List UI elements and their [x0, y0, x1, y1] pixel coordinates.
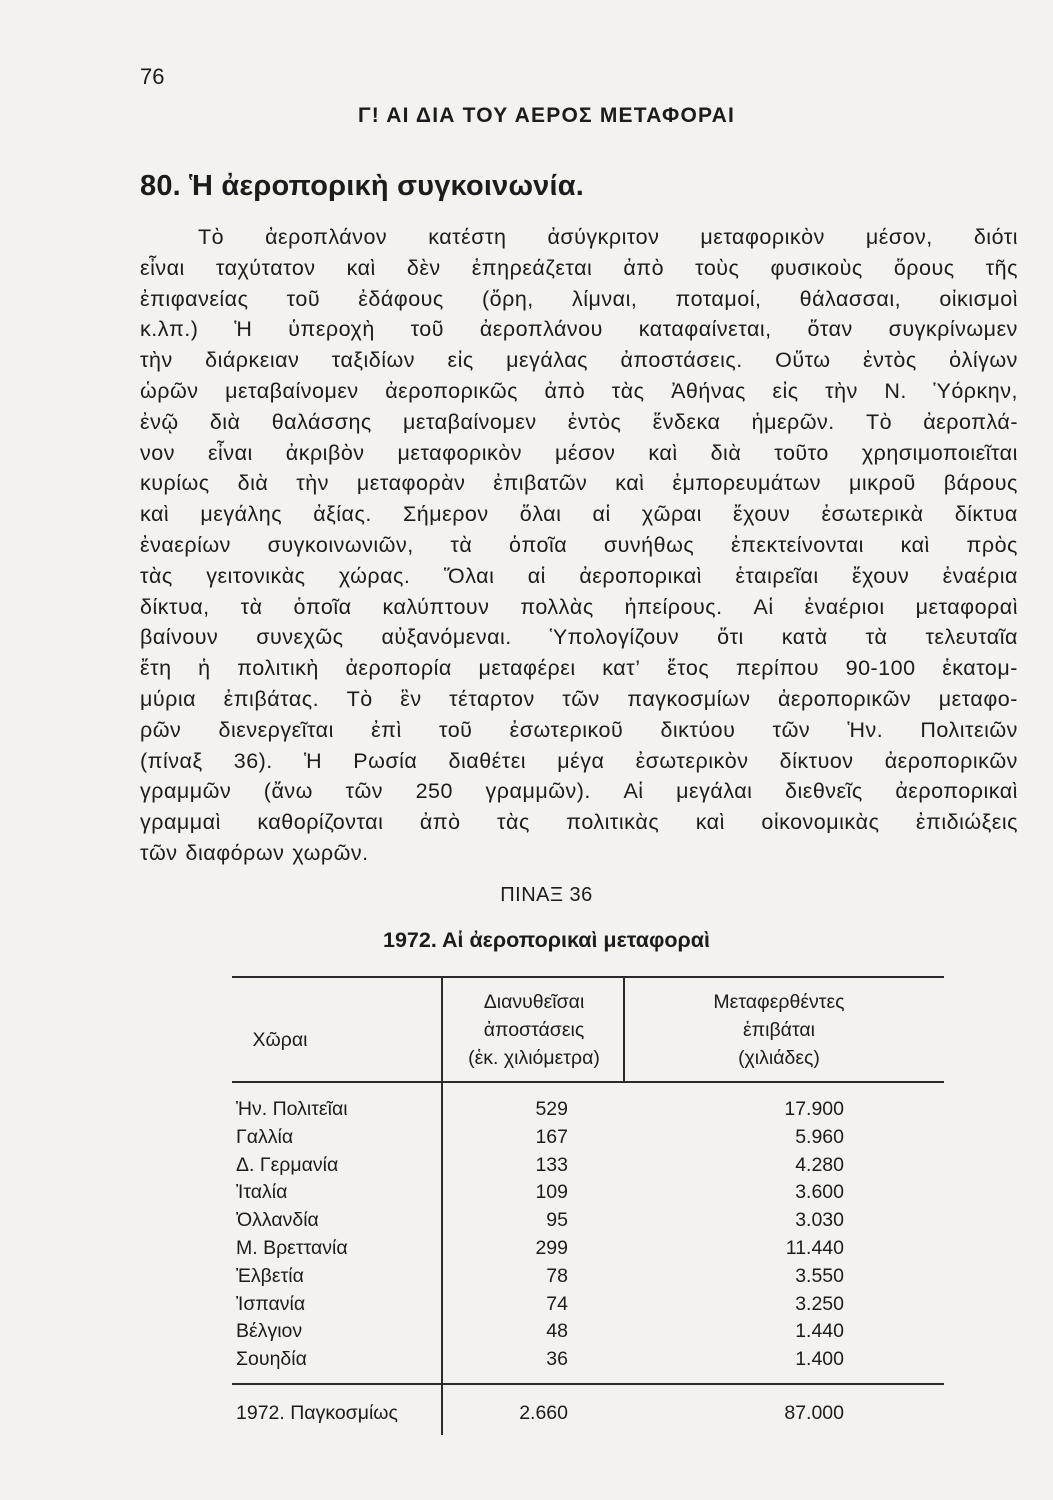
body-word: Ὑπολογίζουν [549, 625, 680, 650]
body-word: ὁποῖα [509, 532, 568, 557]
body-line [140, 407, 1018, 438]
body-word: διὰ [237, 471, 269, 496]
body-word: γραμμῶν [140, 779, 232, 804]
body-word: (ὄρη, [482, 286, 534, 311]
body-word: ἀεροπορικῶς [385, 378, 518, 403]
body-word: Ὑόρκην, [933, 378, 1018, 403]
body-line [140, 838, 1018, 869]
body-word: τὰ [865, 625, 888, 650]
body-word: ὅρους [893, 255, 955, 280]
body-word: Πολιτειῶν [920, 717, 1018, 742]
body-word: ἐπεκτείνονται [730, 532, 864, 557]
body-word: ἐναερίων [140, 532, 231, 557]
body-word: Αἱ [623, 779, 644, 804]
body-word: καὶ [346, 255, 376, 280]
body-word: τῆς [985, 255, 1018, 280]
body-word: χώρας. [338, 563, 411, 588]
body-word: πολλὰς [520, 594, 594, 619]
table-row-distance: 36 [546, 1348, 568, 1371]
body-word: κατὰ [781, 625, 828, 650]
body-word: διενεργεῖται [218, 717, 334, 742]
body-word: Αἱ [753, 594, 774, 619]
body-word: χῶραι [641, 502, 702, 527]
body-word: Ρωσία [353, 748, 418, 773]
table-row-distance: 95 [546, 1209, 568, 1232]
body-word: τέταρτον [449, 686, 535, 711]
body-line [140, 530, 1018, 561]
table-row-passengers: 1.400 [795, 1348, 844, 1371]
table-row-passengers: 3.030 [795, 1209, 844, 1232]
header-passengers [674, 988, 884, 1072]
body-word: Ἡν. [847, 717, 884, 742]
table-row-distance: 529 [535, 1098, 568, 1120]
body-word: κατέστη [428, 225, 507, 249]
table-row-passengers: 3.550 [795, 1264, 844, 1287]
body-word: θαλάσσης [271, 409, 372, 434]
body-word: φυσικοὺς [770, 255, 863, 280]
body-word: ἔτη [140, 656, 172, 681]
body-word: ἀπὸ [623, 255, 665, 280]
body-word: ὁποῖα [293, 594, 352, 619]
body-word: μεταφέρει [478, 656, 576, 681]
body-word: τοῦτο [774, 440, 829, 465]
body-word: διάρκειαν [205, 348, 300, 373]
body-word: Οὕτω [775, 348, 831, 373]
body-word: ὑπεροχὴ [288, 317, 375, 342]
body-word: διαφόρων [185, 840, 285, 865]
table-row-country: Δ. Γερμανία [236, 1153, 339, 1176]
body-word: ἀσύγκριτον [547, 225, 660, 249]
table-row-country: Ἡν. Πολιτεῖαι [236, 1098, 348, 1120]
body-word: ἀκριβὸν [285, 440, 365, 465]
header-country: Χῶραι [252, 1029, 308, 1051]
body-line [140, 284, 1018, 315]
body-line [140, 684, 1018, 715]
body-word: συγκρίνωμεν [888, 317, 1018, 342]
body-word: καὶ [615, 471, 645, 496]
body-word: εἶναι [140, 255, 185, 280]
body-word: Σήμερον [402, 502, 489, 527]
body-word: οἰκισμοὶ [939, 286, 1018, 311]
body-word: ἐνῷ [140, 409, 179, 434]
body-word: ἀξίας. [313, 502, 372, 527]
body-word: θάλασσαι, [799, 286, 902, 311]
body-line [140, 345, 1018, 376]
section-title: Γ! ΑΙ ΔΙΑ ΤΟΥ ΑΕΡΟΣ ΜΕΤΑΦΟΡΑΙ [357, 104, 736, 127]
body-word: τοῦ [439, 717, 473, 742]
body-word: διαθέτει [448, 748, 527, 773]
body-line [140, 222, 1018, 253]
body-word: τὴν [825, 378, 858, 403]
body-word: Ὅλαι [443, 563, 495, 588]
body-word: καὶ [140, 502, 170, 527]
body-word: ἀπὸ [544, 378, 586, 403]
body-word: μεταφορικὸν [700, 225, 825, 249]
body-word: χωρῶν. [292, 840, 369, 865]
table-row-passengers: 3.250 [795, 1292, 844, 1315]
table-row-passengers: 11.440 [785, 1237, 844, 1259]
body-word: Τὸ [865, 409, 893, 434]
body-word: πολιτικὴ [237, 656, 319, 681]
table-row-distance: 133 [535, 1153, 568, 1176]
body-word: ἀπὸ [419, 810, 461, 835]
body-word: τὰς [497, 810, 530, 835]
total-country: 1972. Παγκοσμίως [236, 1402, 398, 1424]
body-word: πρὸς [966, 532, 1018, 557]
body-word: ἑταιρεῖαι [735, 563, 819, 588]
body-word: ὅτι [717, 625, 744, 650]
body-word: ἐναέρια [942, 563, 1018, 588]
total-distance: 2.660 [519, 1402, 568, 1424]
body-word: ἐπιβατῶν [493, 471, 588, 496]
body-line [140, 807, 1018, 838]
body-word: ἐπιβάτας. [223, 686, 320, 711]
body-word: δίκτυον [779, 748, 854, 773]
table-row-country: Σουηδία [236, 1348, 307, 1371]
table-row-distance: 48 [546, 1320, 568, 1343]
body-word: τῶν [140, 840, 178, 865]
body-word: ἀεροπορικαὶ [579, 563, 702, 588]
body-word: γειτονικὰς [206, 563, 306, 588]
body-word: μεταβαίνομεν [402, 409, 537, 434]
body-word: ἠπείρους. [624, 594, 723, 619]
body-word: ἐντὸς [567, 409, 622, 434]
table-row-country: Βέλγιον [236, 1320, 303, 1343]
body-word: Τὸ [346, 686, 373, 711]
body-word: τῶν [345, 779, 384, 804]
body-word: συνεχῶς [256, 625, 344, 650]
body-word: ἐναέριοι [804, 594, 885, 619]
body-word: καθορίζονται [257, 810, 384, 835]
table-row-country: Ἰταλία [236, 1181, 288, 1204]
body-word: μέσον, [865, 225, 933, 249]
table-row-passengers: 1.440 [795, 1320, 844, 1343]
body-line [140, 314, 1018, 345]
body-word: μεγάλας [506, 348, 589, 373]
body-word: παγκοσμίων [627, 686, 751, 711]
header-passengers-line-2: ἐπιβάται [742, 1019, 815, 1041]
body-line [140, 468, 1018, 499]
table-row-country: Ἐλβετία [236, 1264, 304, 1287]
body-word: Τὸ [198, 225, 225, 249]
body-word: μεταφορικὸν [397, 440, 522, 465]
body-word: μεγάλαι [676, 779, 753, 804]
body-word: καταφαίνεται, [638, 317, 772, 342]
body-line [140, 653, 1018, 684]
body-word: μεγάλης [200, 502, 283, 527]
body-word: καλύπτουν [382, 594, 490, 619]
body-word: αὐξανόμεναι. [381, 625, 512, 650]
body-word: αἱ [592, 502, 611, 527]
body-word: ἐμπορευμάτων [672, 471, 821, 496]
body-word: ποταμοί, [675, 286, 762, 311]
body-word: εἰς [447, 348, 474, 373]
body-word: ἓν [400, 686, 422, 711]
body-word: ἀεροπορία [345, 656, 452, 681]
body-word: δικτύου [660, 717, 736, 742]
body-word: λίμναι, [571, 286, 638, 311]
table-row-distance: 74 [546, 1292, 568, 1315]
body-word: ἀεροπλάνου [479, 317, 603, 342]
body-word: εἶναι [207, 440, 253, 465]
table-row-country: Γαλλία [236, 1125, 294, 1148]
body-word: ἔτος [667, 656, 710, 681]
body-word: τὰ [450, 532, 473, 557]
body-word: μέγα [557, 748, 605, 773]
body-word: ἐσωτερικοῦ [509, 717, 624, 742]
body-word: ἐπιδιώξεις [915, 810, 1018, 835]
header-passengers-line-1: Μεταφερθέντες [713, 991, 845, 1013]
table-header-rule [232, 1081, 944, 1083]
header-distance-line-2: ἀποστάσεις [483, 1019, 585, 1041]
body-word: μεταφο- [938, 686, 1018, 711]
body-word: καὶ [900, 532, 930, 557]
body-word: τοῦ [286, 286, 321, 311]
body-word: Ν. [884, 378, 907, 403]
body-word: περίπου [735, 656, 819, 681]
body-line [140, 438, 1018, 469]
table-total-rule [232, 1383, 944, 1385]
body-word: 90-100 [845, 656, 916, 681]
table-row-country: Μ. Βρεττανία [236, 1237, 348, 1259]
body-line [140, 776, 1018, 807]
body-word: διεθνεῖς [785, 779, 863, 804]
body-word: νον [140, 440, 175, 465]
body-word: μεταβαίνομεν [225, 378, 359, 403]
table-row-passengers: 17.900 [784, 1098, 844, 1120]
body-word: γραμμῶν). [485, 779, 591, 804]
body-word: ἐντὸς [863, 348, 917, 373]
table-caption: ΠΙΝΑΞ 36 [500, 884, 593, 906]
body-word: ἔχουν [733, 502, 791, 527]
body-word: ὀλίγων [949, 348, 1018, 373]
body-word: ἕνδεκα [652, 409, 721, 434]
body-paragraph [140, 222, 1018, 869]
body-word: τὴν [296, 471, 329, 496]
body-line [140, 746, 1018, 777]
body-word: (πίναξ [140, 748, 203, 773]
body-word: κατ’ [602, 656, 641, 681]
header-passengers-line-3: (χιλιάδες) [738, 1047, 820, 1069]
table-row-passengers: 4.280 [795, 1153, 844, 1176]
body-word: διότι [973, 225, 1018, 249]
body-word: τῶν [772, 717, 811, 742]
body-word: ἑκατομ- [942, 656, 1018, 681]
body-word: τὰ [240, 594, 263, 619]
table-row-country: Ὀλλανδία [236, 1209, 319, 1232]
body-word: τοῦ [410, 317, 445, 342]
body-word: ἀεροπορικῶν [778, 686, 912, 711]
body-word: ἐπηρεάζεται [471, 255, 593, 280]
body-word: ἐπὶ [371, 717, 402, 742]
body-word: μύρια [140, 686, 197, 711]
body-word: Ἡ [234, 317, 253, 342]
body-word: ἐδάφους [358, 286, 444, 311]
body-word: δὲν [406, 255, 441, 280]
body-word: ἀεροπλάνον [265, 225, 388, 249]
body-word: πολιτικὰς [566, 810, 660, 835]
table-top-rule [232, 976, 944, 978]
page-number: 76 [140, 64, 165, 89]
body-word: ἐπιφανείας [140, 286, 249, 311]
body-word: διὰ [710, 440, 742, 465]
body-word: ἀποστάσεις. [620, 348, 743, 373]
table-row-distance: 109 [535, 1181, 568, 1204]
body-word: ρῶν [140, 717, 182, 742]
body-line [140, 715, 1018, 746]
body-word: ταξιδίων [331, 348, 416, 373]
body-word: ἀεροπλά- [923, 409, 1018, 434]
body-word: δίκτυα, [140, 594, 210, 619]
body-word: κυρίως [140, 471, 210, 496]
total-passengers: 87.000 [784, 1402, 844, 1424]
body-word: βαίνουν [140, 625, 219, 650]
body-word: ὅταν [807, 317, 853, 342]
body-word: δίκτυα [954, 502, 1018, 527]
table-row-country: Ἰσπανία [236, 1292, 306, 1315]
body-line [140, 561, 1018, 592]
body-word: μέσον [554, 440, 616, 465]
body-word: τοὺς [695, 255, 740, 280]
chapter-heading: 80. Ἡ ἀεροπορικὴ συγκοινωνία. [140, 170, 585, 202]
body-word: συγκοινωνιῶν, [267, 532, 414, 557]
body-word: ἐσωτερικὰ [821, 502, 924, 527]
body-word: βάρους [943, 471, 1018, 496]
table-row-distance: 167 [535, 1125, 568, 1148]
body-word: Ἀθήνας [671, 378, 746, 403]
table-row-passengers: 5.960 [795, 1125, 844, 1148]
body-word: εἰς [772, 378, 799, 403]
body-word: χρησιμοποιεῖται [861, 440, 1018, 465]
body-word: ἡ [198, 656, 211, 681]
body-line [140, 499, 1018, 530]
body-word: (ἄνω [263, 779, 313, 804]
table-title: 1972. Αἱ ἀεροπορικαὶ μεταφοραὶ [383, 928, 710, 952]
body-word: μικροῦ [848, 471, 916, 496]
body-word: κ.λπ.) [140, 317, 199, 342]
header-distance-line-1: Διανυθεῖσαι [483, 991, 585, 1013]
table-row-distance: 299 [535, 1237, 568, 1259]
body-word: ἐσωτερικὸν [635, 748, 749, 773]
body-word: 36). [233, 748, 273, 773]
body-word: τὴν [140, 348, 173, 373]
body-word: ἔχουν [852, 563, 910, 588]
body-word: τὰς [140, 563, 173, 588]
body-word: διὰ [209, 409, 241, 434]
table-row-passengers: 3.600 [795, 1181, 844, 1204]
header-distance [436, 988, 632, 1072]
body-word: συνήθως [603, 532, 695, 557]
body-line [140, 376, 1018, 407]
body-word: γραμμαὶ [140, 810, 221, 835]
body-word: ἀεροπορικῶν [884, 748, 1018, 773]
body-word: ὡρῶν [140, 378, 199, 403]
body-word: Ἡ [303, 748, 323, 773]
body-word: καὶ [695, 810, 725, 835]
body-line [140, 592, 1018, 623]
body-word: 250 [415, 779, 453, 804]
body-word: τὰς [611, 378, 645, 403]
header-distance-line-3: (ἑκ. χιλιόμετρα) [468, 1047, 600, 1069]
body-word: ἡμερῶν. [751, 409, 835, 434]
body-word: μεταφορὰν [356, 471, 466, 496]
body-word: μεταφοραὶ [915, 594, 1018, 619]
body-word: ὅλαι [519, 502, 562, 527]
body-line [140, 253, 1018, 284]
body-word: τῶν [562, 686, 600, 711]
body-word: αἱ [527, 563, 546, 588]
table-row-distance: 78 [546, 1264, 568, 1287]
body-line [140, 622, 1018, 653]
body-word: καὶ [648, 440, 678, 465]
body-word: ταχύτατον [215, 255, 316, 280]
body-word: τελευταῖα [925, 625, 1018, 650]
body-word: οἰκονομικὰς [761, 810, 880, 835]
body-word: ἀεροπορικαὶ [895, 779, 1018, 804]
